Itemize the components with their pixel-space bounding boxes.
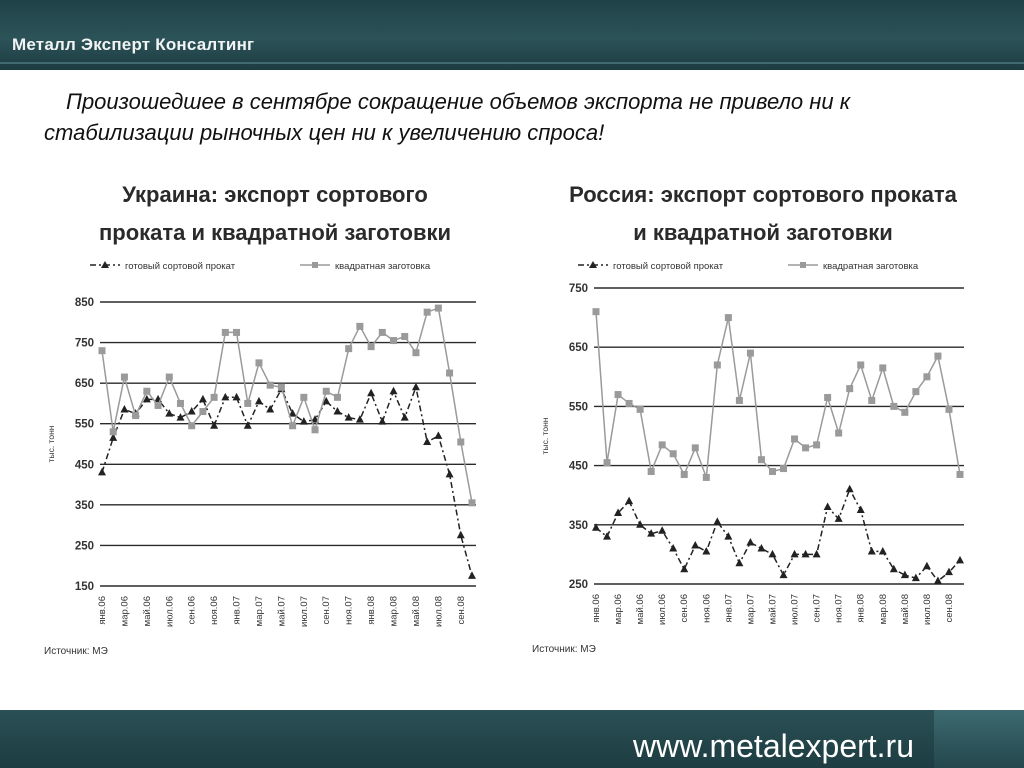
data-point-square [99, 347, 106, 354]
data-point-square [390, 337, 397, 344]
y-tick-label: 550 [568, 401, 588, 414]
data-point-triangle [210, 421, 218, 429]
data-point-square [166, 374, 173, 381]
data-point-square [446, 370, 453, 377]
data-point-square [957, 471, 964, 478]
data-point-square [747, 350, 754, 357]
data-point-square [868, 397, 875, 404]
x-tick-label: июл.06 [657, 594, 669, 625]
data-point-square [912, 388, 919, 395]
legend-label-1: готовый сортовой прокат [613, 261, 724, 272]
data-point-square [267, 382, 274, 389]
data-point-triangle [266, 405, 274, 413]
data-point-triangle [434, 431, 442, 439]
y-axis-label: тыс. тонн [46, 425, 56, 463]
chart-legend [578, 261, 919, 272]
data-point-square [469, 499, 476, 506]
x-tick-label: май.06 [635, 594, 647, 625]
chart-title-line: и квадратной заготовки [633, 220, 893, 245]
data-point-triangle [868, 547, 876, 555]
data-point-triangle [780, 571, 788, 579]
data-point-square [769, 468, 776, 475]
data-point-square [945, 406, 952, 413]
y-axis-label: тыс. тонн [540, 417, 550, 455]
data-point-triangle [199, 395, 207, 403]
x-tick-label: сен.06 [679, 594, 691, 623]
data-point-triangle [98, 468, 106, 476]
data-point-square [846, 385, 853, 392]
chart-russia [528, 168, 998, 668]
data-point-square [222, 329, 229, 336]
data-point-square [278, 384, 285, 391]
data-point-square [692, 444, 699, 451]
data-point-triangle [658, 526, 666, 534]
data-point-triangle [390, 387, 398, 395]
data-point-triangle [300, 417, 308, 424]
data-point-square [312, 426, 319, 433]
series-line [596, 312, 960, 478]
x-tick-label: сен.07 [811, 594, 823, 623]
data-point-square [934, 353, 941, 360]
y-tick-label: 650 [568, 342, 588, 355]
data-point-square [211, 394, 218, 401]
x-tick-label: янв.07 [231, 596, 243, 625]
footer-accent [934, 710, 1024, 768]
data-point-triangle [746, 538, 754, 546]
data-point-square [670, 450, 677, 457]
slide-headline [44, 86, 994, 148]
data-point-triangle [724, 532, 732, 540]
x-tick-label: ноя.07 [343, 596, 355, 625]
y-tick-label: 250 [568, 579, 588, 591]
x-tick-label: янв.08 [366, 596, 378, 625]
data-point-triangle [813, 550, 821, 558]
data-point-triangle [457, 531, 465, 539]
data-point-square [143, 388, 150, 395]
data-point-square [637, 406, 644, 413]
data-point-square [155, 402, 162, 409]
x-tick-label: сен.07 [321, 596, 333, 625]
x-tick-label: май.07 [767, 594, 779, 625]
x-tick-label: май.07 [276, 596, 288, 627]
data-point-triangle [768, 550, 776, 558]
legend-marker-square [800, 262, 806, 268]
brand-title: Металл Эксперт Консалтинг [12, 35, 255, 54]
data-point-triangle [120, 405, 128, 413]
legend-label-2: квадратная заготовка [823, 261, 919, 272]
legend-label-2: квадратная заготовка [335, 261, 431, 272]
chart-title-line: Россия: экспорт сортового проката [569, 182, 957, 207]
y-tick-label: 750 [74, 337, 94, 350]
data-point-square [110, 428, 117, 435]
top-banner [0, 0, 1024, 70]
y-tick-label: 450 [568, 460, 588, 473]
data-point-square [233, 329, 240, 336]
data-point-square [604, 459, 611, 466]
data-point-square [626, 400, 633, 407]
data-point-triangle [691, 541, 699, 549]
x-tick-label: июл.08 [921, 594, 933, 625]
headline-text: Произошедшее в сентябре сокращение объемов экспорта не привело ни к стабилизации рыночных цен ни к увеличению спроса! [44, 89, 851, 145]
data-point-square [593, 308, 600, 315]
y-tick-label: 450 [74, 459, 94, 472]
data-point-triangle [857, 506, 865, 514]
data-point-square [368, 343, 375, 350]
data-point-triangle [846, 485, 854, 493]
footer-url: www.metalexpert.ru [633, 728, 914, 764]
data-point-square [725, 314, 732, 321]
x-tick-label: ноя.07 [833, 594, 845, 623]
y-tick-label: 750 [568, 283, 588, 295]
legend-label-1: готовый сортовой прокат [125, 261, 236, 272]
x-tick-label: мар.08 [877, 594, 889, 625]
data-point-square [879, 364, 886, 371]
x-tick-label: ноя.06 [209, 596, 221, 625]
data-point-square [356, 323, 363, 330]
y-tick-label: 650 [74, 378, 94, 391]
data-point-triangle [702, 547, 710, 555]
data-point-square [780, 465, 787, 472]
x-tick-label: мар.06 [119, 596, 131, 627]
y-tick-label: 550 [74, 418, 94, 431]
series-1 [98, 383, 476, 579]
data-point-square [323, 388, 330, 395]
data-point-triangle [356, 415, 364, 423]
x-tick-label: янв.08 [855, 594, 867, 623]
chart-source: Источник: МЭ [44, 646, 108, 657]
x-tick-label: июл.07 [298, 596, 310, 627]
chart-ukraine [40, 168, 510, 668]
data-point-triangle [636, 520, 644, 528]
data-point-square [648, 468, 655, 475]
x-tick-label: май.08 [410, 596, 422, 627]
data-point-triangle [401, 413, 409, 421]
y-tick-label: 150 [74, 581, 94, 593]
data-point-triangle [735, 559, 743, 567]
data-point-square [615, 391, 622, 398]
data-point-square [199, 408, 206, 415]
data-point-square [813, 441, 820, 448]
x-tick-label: июл.08 [433, 596, 445, 627]
data-point-triangle [378, 417, 386, 424]
y-tick-label: 850 [74, 297, 94, 309]
x-tick-label: сен.08 [455, 596, 467, 625]
data-point-square [791, 435, 798, 442]
x-tick-label: мар.07 [253, 596, 265, 627]
y-tick-label: 350 [74, 499, 94, 512]
data-point-square [401, 333, 408, 340]
data-point-triangle [934, 577, 942, 585]
data-point-square [300, 394, 307, 401]
data-point-square [255, 359, 262, 366]
data-point-square [659, 441, 666, 448]
x-tick-label: мар.06 [613, 594, 625, 625]
data-point-square [824, 394, 831, 401]
data-point-triangle [713, 517, 721, 525]
data-point-triangle [923, 562, 931, 570]
data-point-square [244, 400, 251, 407]
x-tick-label: янв.07 [723, 594, 735, 623]
series-line [102, 387, 472, 576]
x-tick-label: июл.07 [789, 594, 801, 625]
data-point-triangle [956, 556, 964, 564]
legend-marker-square [312, 262, 318, 268]
chart-title-line: проката и квадратной заготовки [98, 220, 452, 245]
data-point-square [412, 349, 419, 356]
banner-divider [0, 62, 1024, 64]
data-point-square [923, 373, 930, 380]
data-point-square [132, 412, 139, 419]
y-tick-label: 250 [74, 540, 94, 553]
data-point-triangle [423, 437, 431, 445]
x-tick-label: янв.06 [97, 596, 108, 625]
series-1 [592, 485, 964, 584]
data-point-square [901, 409, 908, 416]
data-point-square [424, 309, 431, 316]
data-point-square [188, 422, 195, 429]
data-point-square [457, 438, 464, 445]
data-point-triangle [367, 389, 375, 397]
x-tick-label: сен.06 [186, 596, 198, 625]
x-tick-label: янв.06 [591, 594, 602, 623]
data-point-triangle [879, 547, 887, 555]
x-tick-label: ноя.06 [701, 594, 713, 623]
data-point-square [345, 345, 352, 352]
series-2 [593, 308, 964, 481]
data-point-triangle [669, 544, 677, 552]
data-point-triangle [603, 532, 611, 540]
series-2 [99, 305, 476, 507]
data-point-square [714, 361, 721, 368]
chart-title-line: Украина: экспорт сортового [122, 182, 428, 207]
data-point-triangle [255, 397, 263, 405]
chart-legend [90, 261, 431, 272]
data-point-square [681, 471, 688, 478]
x-tick-label: июл.06 [164, 596, 176, 627]
x-tick-label: май.06 [141, 596, 153, 627]
x-tick-label: сен.08 [943, 594, 955, 623]
data-point-square [289, 422, 296, 429]
footer-banner [0, 710, 1024, 768]
data-point-square [857, 361, 864, 368]
data-point-square [435, 305, 442, 312]
data-point-triangle [446, 470, 454, 478]
data-point-square [177, 400, 184, 407]
data-point-square [802, 444, 809, 451]
data-point-triangle [680, 565, 688, 573]
data-point-square [835, 430, 842, 437]
data-point-triangle [468, 571, 476, 579]
chart-source: Источник: МЭ [532, 644, 596, 655]
x-tick-label: май.08 [899, 594, 911, 625]
data-point-square [736, 397, 743, 404]
data-point-square [890, 403, 897, 410]
data-point-square [703, 474, 710, 481]
data-point-triangle [244, 421, 252, 429]
x-tick-label: мар.08 [388, 596, 400, 627]
y-tick-label: 350 [568, 519, 588, 532]
data-point-square [334, 394, 341, 401]
data-point-square [121, 374, 128, 381]
data-point-triangle [625, 497, 633, 505]
data-point-triangle [824, 503, 832, 511]
x-tick-label: мар.07 [745, 594, 757, 625]
data-point-square [758, 456, 765, 463]
data-point-square [379, 329, 386, 336]
